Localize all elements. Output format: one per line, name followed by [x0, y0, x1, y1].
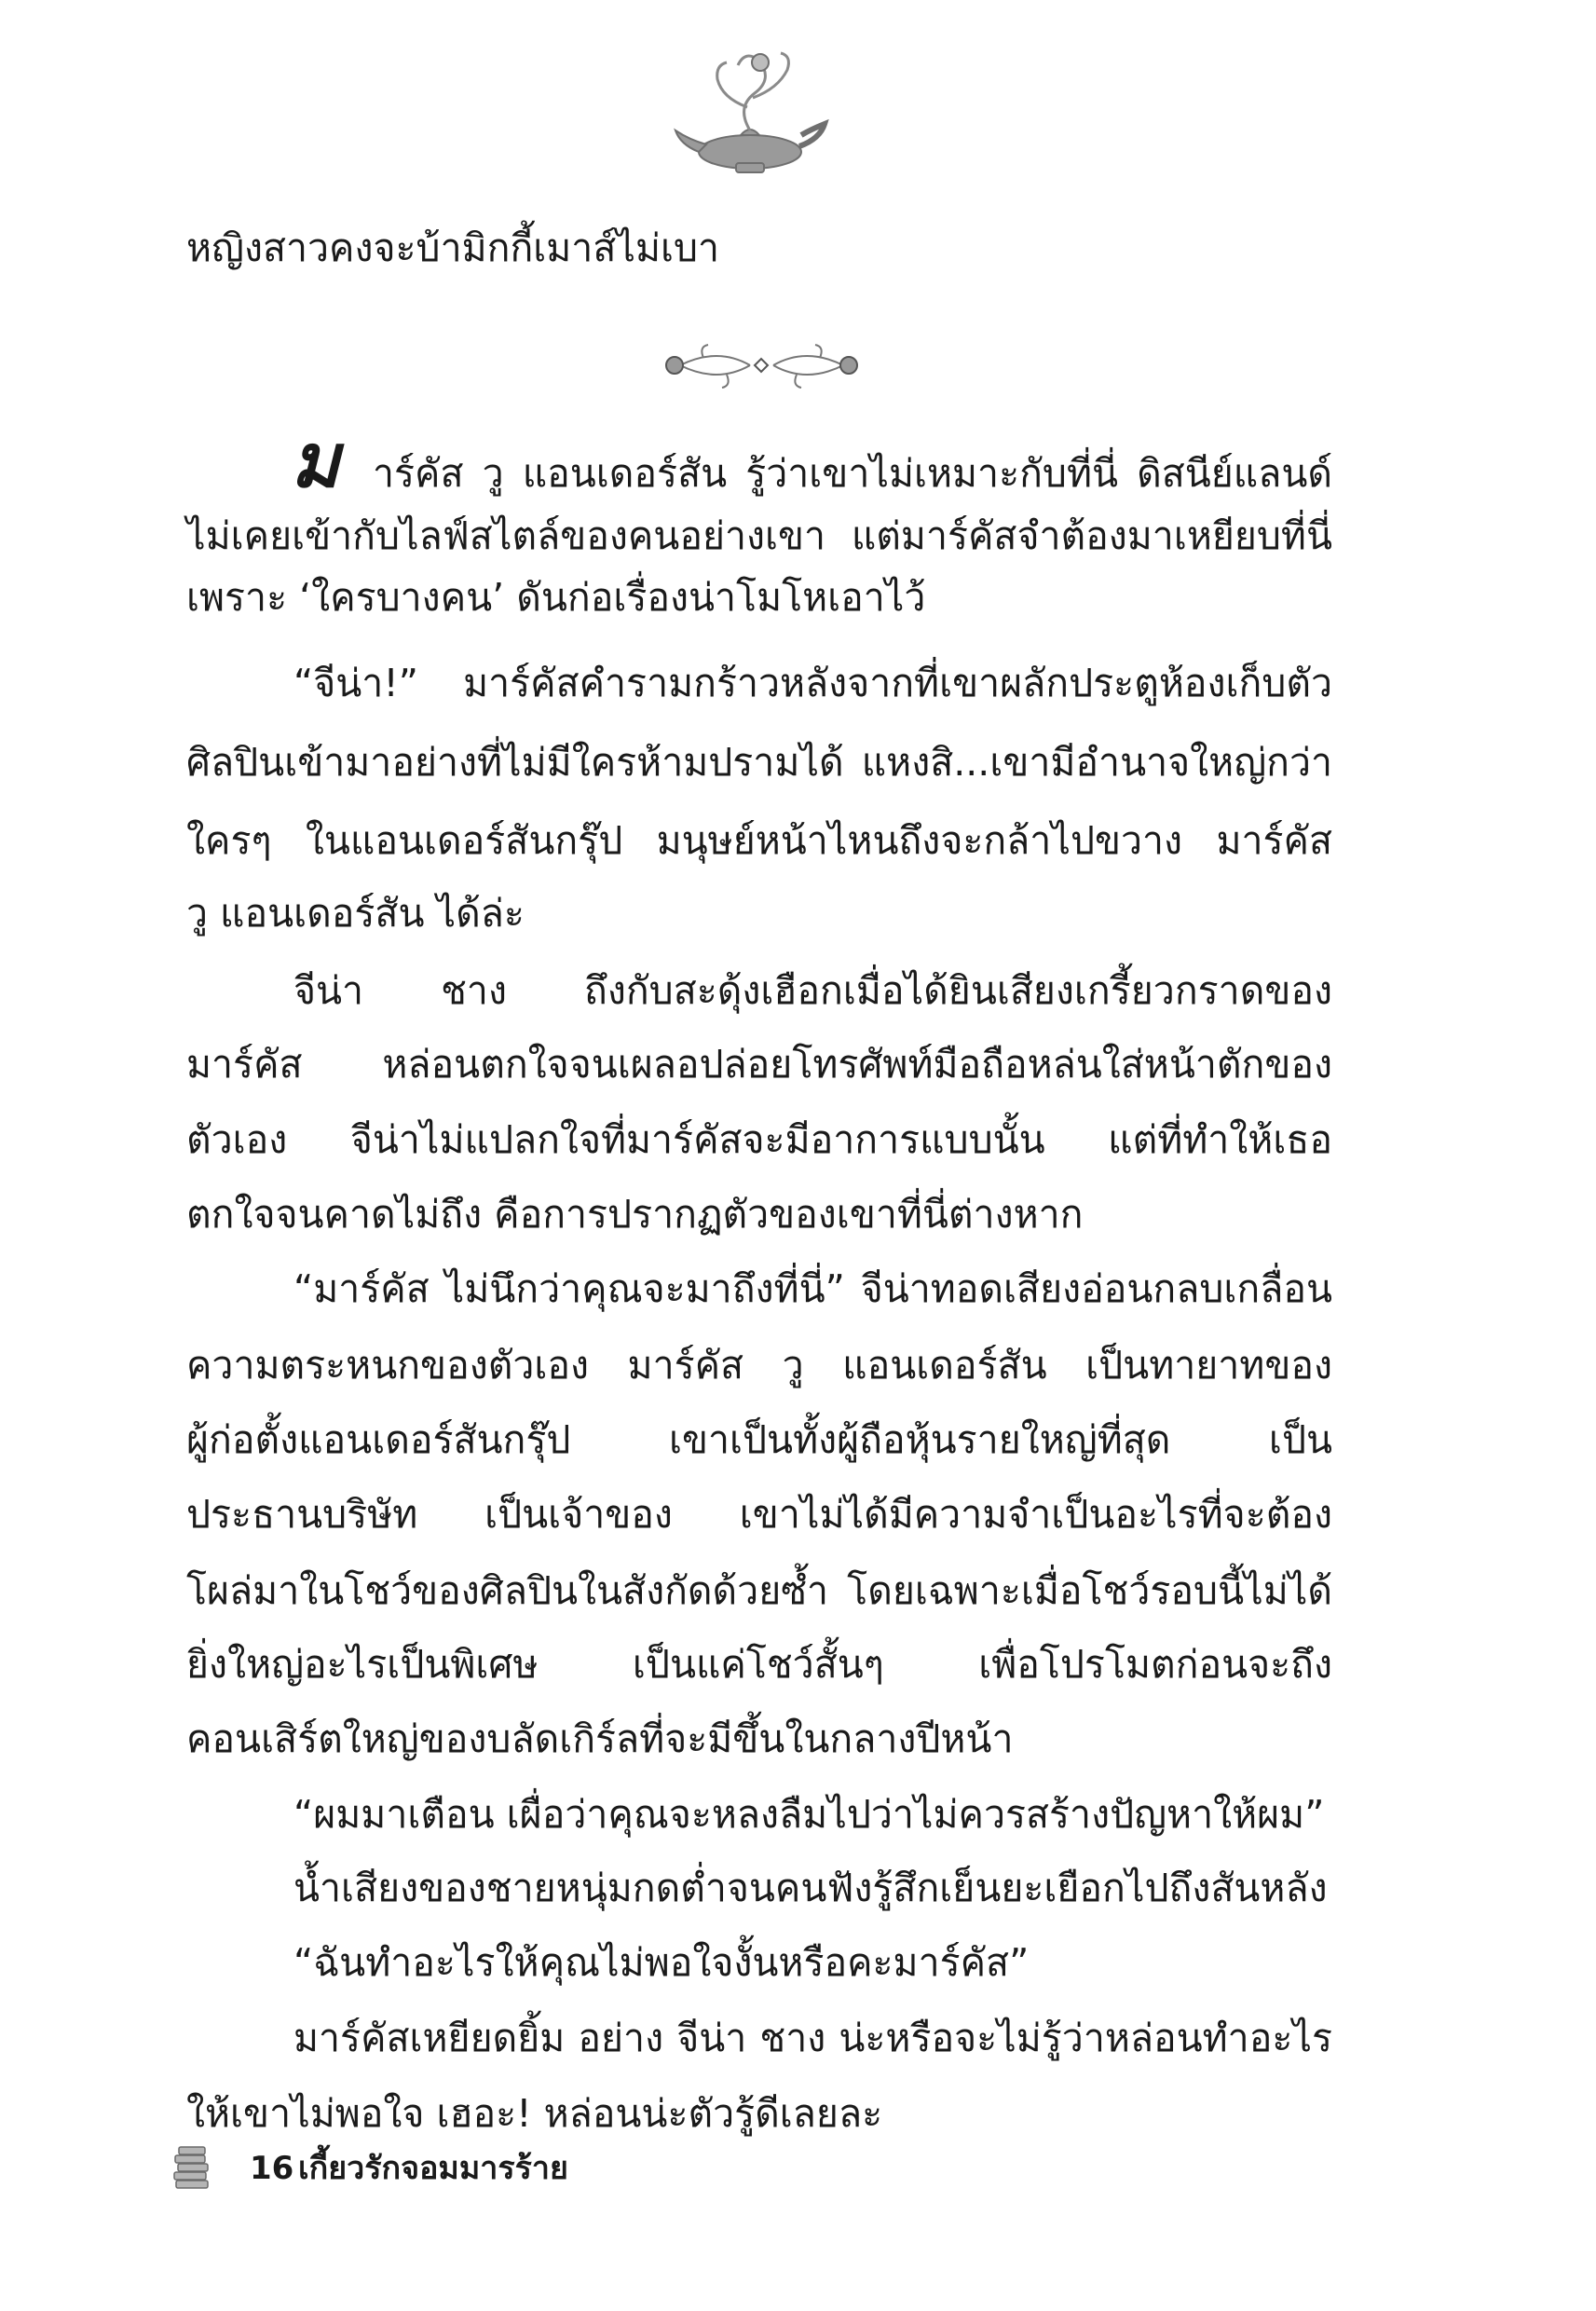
paragraph-line: ศิลปินเข้ามาอย่างที่ไม่มีใครห้ามปรามได้ แหงสิ...เขามีอำนาจใหญ่กว่า: [186, 740, 1332, 785]
paragraph-line: ไม่เคยเข้ากับไลฟ์สไตล์ของคนอย่างเขา แต่มาร์คัสจำต้องมาเหยียบที่นี่: [186, 513, 1332, 558]
paragraph-line: ใครๆ ในแอนเดอร์สันกรุ๊ป มนุษย์หน้าไหนถึงจะกล้าไปขวาง มาร์คัส: [186, 818, 1332, 863]
paragraph-line: วู แอนเดอร์สัน ได้ล่ะ: [186, 891, 525, 936]
paragraph-line: มาร์คัส หล่อนตกใจจนเผลอปล่อยโทรศัพท์มือถือหล่นใส่หน้าตักของ: [186, 1042, 1332, 1087]
paragraph-line: “จีน่า!” มาร์คัสคำรามกร้าวหลังจากที่เขาผลักประตูห้องเก็บตัว: [293, 661, 1332, 705]
paragraph-line: ผู้ก่อตั้งแอนเดอร์สันกรุ๊ป เขาเป็นทั้งผู้ถือหุ้นรายใหญ่ที่สุด เป็น: [186, 1417, 1332, 1462]
paragraph-line: น้ำเสียงของชายหนุ่มกดต่ำจนคนฟังรู้สึกเย็นยะเยือกไปถึงสันหลัง: [293, 1866, 1328, 1910]
drop-cap: ม: [291, 417, 340, 504]
paragraph-line: ตัวเอง จีน่าไม่แปลกใจที่มาร์คัสจะมีอาการแบบนั้น แต่ที่ทำให้เธอ: [186, 1117, 1332, 1162]
paragraph-line: เพราะ ‘ใครบางคน’ ดันก่อเรื่องน่าโมโหเอาไว้: [186, 575, 926, 620]
paragraph-line: “ฉันทำอะไรให้คุณไม่พอใจงั้นหรือคะมาร์คัส”: [293, 1940, 1030, 1985]
paragraph-line: ตกใจจนคาดไม่ถึง คือการปรากฏตัวของเขาที่นี่ต่างหาก: [186, 1192, 1084, 1237]
paragraph-line: าร์คัส วู แอนเดอร์สัน รู้ว่าเขาไม่เหมาะกับที่นี่ ดิสนีย์แลนด์: [373, 451, 1332, 496]
page-number: 16: [250, 2150, 294, 2187]
paragraph-line: ให้เขาไม่พอใจ เฮอะ! หล่อนน่ะตัวรู้ดีเลยละ: [186, 2091, 883, 2136]
paragraph-line: “ผมมาเตือน เผื่อว่าคุณจะหลงลืมไปว่าไม่ควรสร้างปัญหาให้ผม”: [293, 1792, 1325, 1837]
genie-lamp-icon: [671, 42, 829, 182]
paragraph-line: “มาร์คัส ไม่นึกว่าคุณจะมาถึงที่นี่” จีน่าทอดเสียงอ่อนกลบเกลื่อน: [293, 1266, 1332, 1311]
paragraph-line: ประธานบริษัท เป็นเจ้าของ เขาไม่ได้มีความจำเป็นอะไรที่จะต้อง: [186, 1492, 1332, 1537]
paragraph-line: คอนเสิร์ตใหญ่ของบลัดเกิร์ลที่จะมีขึ้นในกลางปีหน้า: [186, 1716, 1014, 1761]
paragraph-line: มาร์คัสเหยียดยิ้ม อย่าง จีน่า ชาง น่ะหรือจะไม่รู้ว่าหล่อนทำอะไร: [293, 2016, 1332, 2060]
paragraph-line: โผล่มาในโชว์ของศิลปินในสังกัดด้วยซ้ำ โดยเฉพาะเมื่อโชว์รอบนี้ไม่ได้: [186, 1568, 1332, 1613]
book-stack-icon: [171, 2143, 213, 2190]
floral-divider-icon: [662, 337, 862, 393]
section-end-line: หญิงสาวคงจะบ้ามิกกี้เมาส์ไม่เบา: [186, 226, 720, 270]
paragraph-line: ยิ่งใหญ่อะไรเป็นพิเศษ เป็นแค่โชว์สั้นๆ เพื่อโปรโมตก่อนจะถึง: [186, 1642, 1332, 1687]
paragraph-line: จีน่า ชาง ถึงกับสะดุ้งเฮือกเมื่อได้ยินเสียงเกรี้ยวกราดของ: [293, 968, 1332, 1013]
paragraph-line: ความตระหนกของตัวเอง มาร์คัส วู แอนเดอร์สัน เป็นทายาทของ: [186, 1343, 1332, 1388]
book-title: เกี้ยวรักจอมมารร้าย: [298, 2150, 568, 2187]
